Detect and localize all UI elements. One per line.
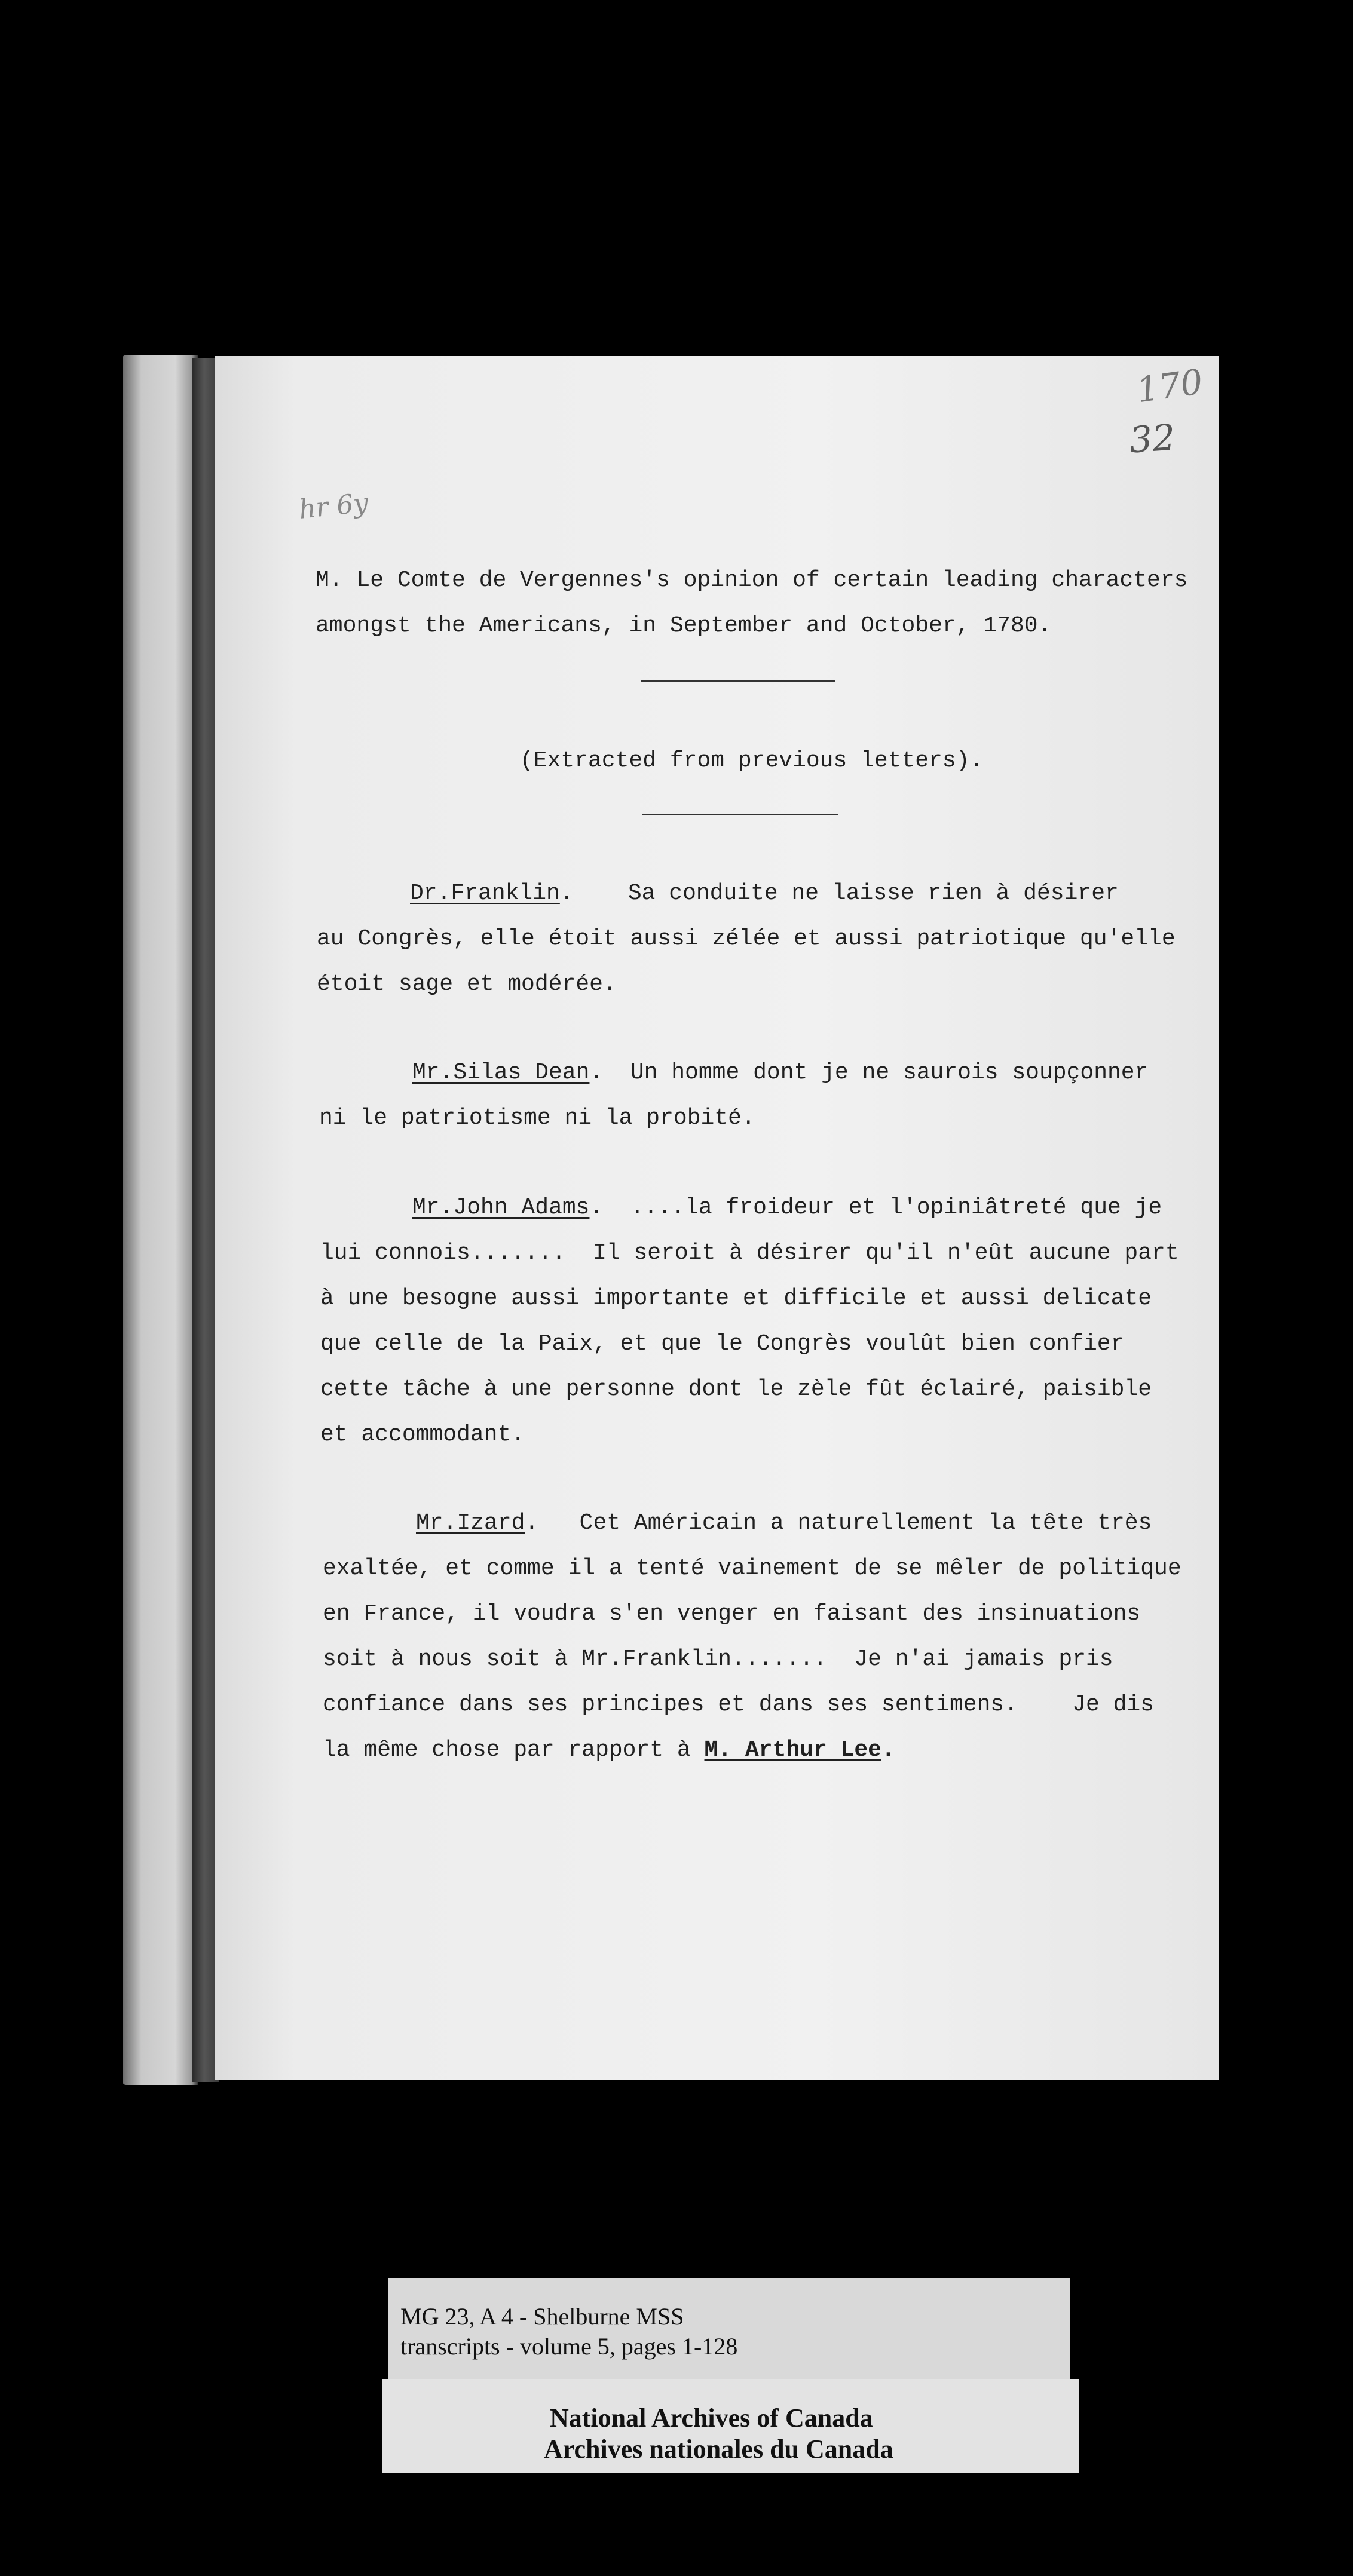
adams-paragraph-line-6: et accommodant. xyxy=(320,1422,525,1448)
volume-binding-edge xyxy=(123,355,198,2085)
izard-line-6-end: . xyxy=(881,1737,895,1763)
izard-name: Mr.Izard xyxy=(416,1510,525,1536)
adams-name: Mr.John Adams xyxy=(412,1195,590,1220)
izard-paragraph-line-3: en France, il voudra s'en venger en faisant des insinuations xyxy=(323,1601,1141,1627)
franklin-line-1-text: . Sa conduite ne laisse rien à désirer xyxy=(559,881,1119,906)
franklin-name: Dr.Franklin xyxy=(410,881,560,906)
dean-line-1-text: . Un homme dont je ne saurois soupçonner xyxy=(589,1060,1149,1085)
separator-rule-top xyxy=(641,680,835,682)
izard-paragraph-line-6 xyxy=(323,1728,895,1773)
archive-reference-line-1: MG 23, A 4 - Shelburne MSS xyxy=(400,2303,684,2330)
archive-name-french: Archives nationales du Canada xyxy=(544,2434,893,2464)
heading-line-1: M. Le Comte de Vergennes's opinion of certain leading characters xyxy=(316,568,1188,593)
izard-paragraph-line-4: soit à nous soit à Mr.Franklin....... Je n'ai jamais pris xyxy=(323,1646,1113,1672)
adams-line-1-text: . ....la froideur et l'opiniâtreté que je xyxy=(589,1195,1162,1220)
archive-institution-label xyxy=(382,2379,1079,2473)
izard-paragraph-line-2: exaltée, et comme il a tenté vainement de se mêler de politique xyxy=(323,1556,1181,1581)
archive-reference-line-2: transcripts - volume 5, pages 1-128 xyxy=(400,2333,738,2360)
arthur-lee-name: M. Arthur Lee xyxy=(704,1737,881,1763)
pencil-page-number: 32 xyxy=(1128,416,1177,462)
adams-paragraph-line-5: cette tâche à une personne dont le zèle fût éclairé, paisible xyxy=(320,1376,1152,1402)
franklin-paragraph-line-2: au Congrès, elle étoit aussi zélée et aussi patriotique qu'elle xyxy=(317,926,1176,952)
adams-paragraph-line-1 xyxy=(412,1185,1162,1231)
separator-rule-bottom xyxy=(642,814,838,815)
subheading: (Extracted from previous letters). xyxy=(520,748,984,774)
izard-line-1-text: . Cet Américain a naturellement la tête très xyxy=(525,1510,1152,1536)
dean-name: Mr.Silas Dean xyxy=(412,1060,590,1085)
dean-paragraph-line-2: ni le patriotisme ni la probité. xyxy=(319,1105,755,1131)
izard-line-6-text: la même chose par rapport à xyxy=(323,1737,705,1763)
adams-paragraph-line-2: lui connois....... Il seroit à désirer qu'il n'eût aucune part xyxy=(320,1240,1179,1266)
archive-name-english: National Archives of Canada xyxy=(550,2403,873,2433)
pencil-margin-note: hr 6y xyxy=(297,487,370,525)
franklin-paragraph-line-3: étoit sage et modérée. xyxy=(317,971,617,997)
pencil-folio-number: 170 xyxy=(1134,361,1205,411)
izard-paragraph-line-1 xyxy=(416,1501,1152,1546)
izard-paragraph-line-5: confiance dans ses principes et dans ses sentimens. Je dis xyxy=(323,1692,1155,1718)
adams-paragraph-line-4: que celle de la Paix, et que le Congrès voulût bien confier xyxy=(320,1331,1125,1357)
dean-paragraph-line-1 xyxy=(412,1050,1148,1096)
franklin-paragraph-line-1 xyxy=(410,871,1119,916)
adams-paragraph-line-3: à une besogne aussi importante et difficile et aussi delicate xyxy=(320,1286,1152,1311)
heading-line-2: amongst the Americans, in September and October, 1780. xyxy=(316,613,1052,639)
archive-reference-label xyxy=(388,2278,1070,2379)
